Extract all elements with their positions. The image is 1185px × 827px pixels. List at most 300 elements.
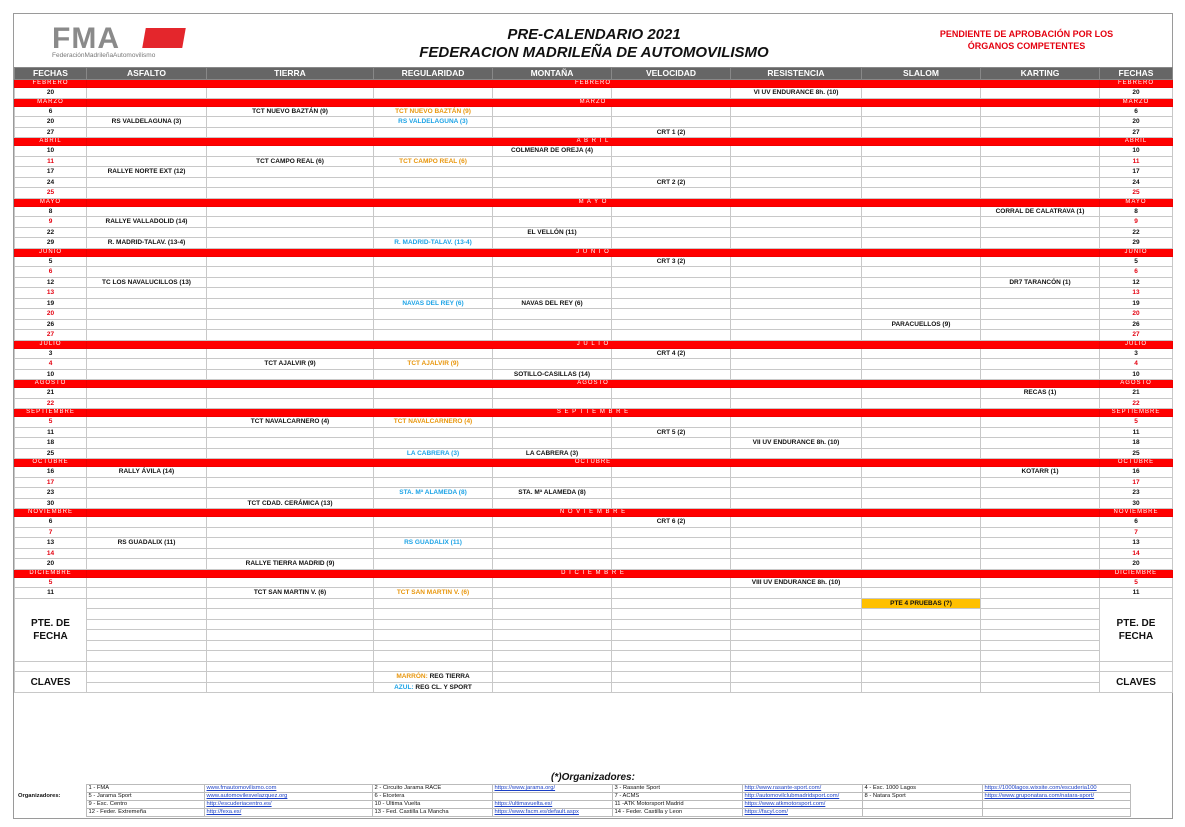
month-row [15,509,1173,517]
event-montana [493,277,612,288]
event-karting [981,156,1100,167]
date-right: 6 [1100,517,1173,528]
organizer-link[interactable]: www.automovilesvelazquez.org [204,793,372,801]
event-montana [493,417,612,428]
page-title [374,26,814,62]
date-left: 13 [15,538,87,549]
event-asfalto: TC LOS NAVALUCILLOS (13) [87,277,207,288]
month-label-right: FEBRERO [1100,80,1173,88]
month-label-right: MAYO [1100,198,1173,206]
event-velocidad [612,369,731,380]
event-montana [493,517,612,528]
event-karting [981,106,1100,117]
flag-icon [142,28,186,48]
date-row [15,398,1173,409]
event-slalom [862,438,981,449]
event-montana [493,217,612,228]
clave-marron [374,672,493,683]
date-right: 19 [1100,298,1173,309]
event-regularidad [374,167,493,178]
event-velocidad [612,206,731,217]
event-asfalto [87,156,207,167]
event-resistencia [731,448,862,459]
month-row [15,380,1173,388]
event-velocidad [612,267,731,278]
event-karting [981,369,1100,380]
event-montana [493,330,612,341]
event-montana [493,477,612,488]
date-right: 20 [1100,309,1173,320]
month-row [15,248,1173,256]
event-slalom [862,106,981,117]
date-right: 20 [1100,117,1173,128]
event-resistencia [731,477,862,488]
event-slalom [862,548,981,559]
event-tierra [207,438,374,449]
date-row [15,238,1173,249]
event-tierra [207,369,374,380]
event-velocidad [612,388,731,399]
date-right: 16 [1100,467,1173,478]
fma-logo [52,22,202,59]
event-regularidad [374,427,493,438]
event-asfalto [87,559,207,570]
event-montana [493,238,612,249]
event-resistencia [731,256,862,267]
date-left: 27 [15,330,87,341]
event-resistencia [731,217,862,228]
col-slalom: SLALOM [862,68,981,80]
event-asfalto [87,548,207,559]
event-resistencia [731,538,862,549]
event-slalom [862,330,981,341]
event-velocidad [612,188,731,199]
event-karting [981,498,1100,509]
event-tierra [207,267,374,278]
col-fechas-left: FECHAS [15,68,87,80]
organizer-name [862,801,982,809]
event-tierra: TCT AJALVIR (9) [207,359,374,370]
event-resistencia [731,188,862,199]
event-karting [981,309,1100,320]
event-asfalto [87,388,207,399]
date-row [15,369,1173,380]
event-tierra [207,398,374,409]
organizer-link[interactable]: https://facyl.com/ [742,809,862,817]
organizer-row [16,809,1130,817]
month-banner: A B R I L [87,138,1100,146]
event-regularidad [374,206,493,217]
date-right: 12 [1100,277,1173,288]
event-karting [981,427,1100,438]
organizer-link[interactable]: https://www.jarama.org/ [492,785,612,793]
date-left: 6 [15,517,87,528]
event-velocidad: CRT 3 (2) [612,256,731,267]
date-row [15,267,1173,278]
date-row [15,188,1173,199]
event-karting [981,330,1100,341]
month-banner: M A Y O [87,198,1100,206]
event-karting [981,527,1100,538]
claves-label-right: CLAVES [1100,672,1173,693]
event-resistencia [731,288,862,299]
col-montana: MONTAÑA [493,68,612,80]
month-label-left: MAYO [15,198,87,206]
event-slalom [862,388,981,399]
event-tierra [207,488,374,499]
date-row [15,388,1173,399]
event-karting [981,227,1100,238]
event-asfalto [87,127,207,138]
logo-text: FMA [52,22,120,55]
event-montana [493,577,612,588]
organizer-name: 12 - Feder. Extremeña [86,809,204,817]
event-asfalto [87,398,207,409]
month-row [15,98,1173,106]
event-tierra [207,146,374,157]
organizer-link [492,793,612,801]
date-left: 21 [15,388,87,399]
event-regularidad [374,288,493,299]
event-tierra [207,127,374,138]
event-asfalto [87,369,207,380]
date-row [15,438,1173,449]
event-velocidad [612,538,731,549]
date-right: 23 [1100,488,1173,499]
claves-row [15,672,1173,683]
event-slalom [862,167,981,178]
event-slalom [862,588,981,599]
month-label-left: JULIO [15,340,87,348]
event-velocidad: CRT 5 (2) [612,427,731,438]
event-tierra [207,309,374,320]
date-left: 11 [15,427,87,438]
event-regularidad: NAVAS DEL REY (6) [374,298,493,309]
event-velocidad [612,488,731,499]
date-right: 26 [1100,319,1173,330]
date-left: 10 [15,146,87,157]
month-label-left: NOVIEMBRE [15,509,87,517]
event-asfalto: RALLYE VALLADOLID (14) [87,217,207,228]
event-slalom [862,206,981,217]
event-tierra [207,517,374,528]
date-left: 14 [15,548,87,559]
organizer-link[interactable]: http://escuderiacentro.es/ [204,801,372,809]
event-karting [981,548,1100,559]
event-velocidad: CRT 4 (2) [612,348,731,359]
event-montana: LA CABRERA (3) [493,448,612,459]
date-left: 18 [15,438,87,449]
event-resistencia [731,177,862,188]
month-banner: OCTUBRE [87,459,1100,467]
event-regularidad: RS GUADALIX (11) [374,538,493,549]
organizer-name: 6 - Etcetera [372,793,492,801]
month-label-right: ABRIL [1100,138,1173,146]
event-tierra [207,527,374,538]
event-asfalto [87,298,207,309]
event-tierra: TCT NAVALCARNERO (4) [207,417,374,428]
date-right: 18 [1100,438,1173,449]
event-velocidad [612,146,731,157]
month-banner: AGOSTO [87,380,1100,388]
organizer-name: 13 - Fed. Castilla La Mancha [372,809,492,817]
organizer-name: 8 - Natara Sport [862,793,982,801]
event-velocidad [612,217,731,228]
event-asfalto [87,417,207,428]
date-left: 30 [15,498,87,509]
event-tierra [207,188,374,199]
event-asfalto: R. MADRID-TALAV. (13-4) [87,238,207,249]
event-asfalto: RS GUADALIX (11) [87,538,207,549]
event-tierra [207,388,374,399]
date-left: 4 [15,359,87,370]
event-asfalto [87,477,207,488]
event-tierra [207,277,374,288]
pte-label-text-right: PTE. DE FECHA [1116,617,1156,642]
header [14,14,1172,66]
date-left: 3 [15,348,87,359]
event-velocidad: CRT 6 (2) [612,517,731,528]
organizers-table [16,784,1131,817]
event-regularidad [374,127,493,138]
clave-azul-value: REG CL. Y SPORT [415,683,472,691]
event-slalom [862,127,981,138]
event-montana [493,206,612,217]
organizer-row [16,785,1130,793]
event-tierra [207,238,374,249]
event-regularidad: R. MADRID-TALAV. (13-4) [374,238,493,249]
event-karting: DR7 TARANCÓN (1) [981,277,1100,288]
event-montana: NAVAS DEL REY (6) [493,298,612,309]
event-karting [981,146,1100,157]
month-label-right: JUNIO [1100,248,1173,256]
event-slalom [862,267,981,278]
organizer-name: 11 -ATK Motorsport Madrid [612,801,742,809]
date-left: 17 [15,167,87,178]
month-banner: S E P T I E M B R E [87,409,1100,417]
date-right: 5 [1100,577,1173,588]
event-velocidad [612,277,731,288]
event-resistencia [731,359,862,370]
date-right: 3 [1100,348,1173,359]
event-asfalto [87,206,207,217]
event-tierra [207,448,374,459]
event-regularidad [374,548,493,559]
date-right: 25 [1100,448,1173,459]
event-slalom [862,467,981,478]
month-label-right: MARZO [1100,98,1173,106]
event-karting [981,288,1100,299]
event-velocidad [612,527,731,538]
event-tierra [207,348,374,359]
event-montana: COLMENAR DE OREJA (4) [493,146,612,157]
pending-notice: PENDIENTE DE APROBACIÓN POR LOS ÓRGANOS COMPETENTES [939,29,1114,51]
event-montana [493,548,612,559]
month-label-left: SEPTIEMBRE [15,409,87,417]
event-resistencia [731,156,862,167]
organizer-link[interactable]: www.fmautomovilismo.com [204,785,372,793]
event-regularidad [374,267,493,278]
organizer-name: 14 - Feder. Castilla y Leon [612,809,742,817]
event-karting [981,477,1100,488]
pte-label-right [1100,598,1173,661]
claves-label-left: CLAVES [15,672,87,693]
event-slalom [862,559,981,570]
date-right: 30 [1100,498,1173,509]
event-tierra [207,538,374,549]
date-right: 29 [1100,238,1173,249]
title-line-2: FEDERACION MADRILEÑA DE AUTOMOVILISMO [419,44,769,61]
event-regularidad [374,398,493,409]
event-velocidad [612,330,731,341]
date-left: 17 [15,477,87,488]
month-label-left: JUNIO [15,248,87,256]
month-row [15,198,1173,206]
pte-slalom-cell: PTE 4 PRUEBAS (?) [862,598,981,609]
date-row [15,156,1173,167]
event-resistencia [731,319,862,330]
event-velocidad [612,88,731,99]
event-velocidad [612,467,731,478]
date-right: 13 [1100,288,1173,299]
organizer-link[interactable]: http://www.rasante-sport.com/ [742,785,862,793]
date-right: 27 [1100,330,1173,341]
date-row [15,167,1173,178]
event-slalom [862,177,981,188]
event-montana [493,527,612,538]
date-right: 11 [1100,156,1173,167]
date-right: 11 [1100,427,1173,438]
event-slalom [862,577,981,588]
organizers-label-cell [16,801,86,809]
month-banner: MARZO [87,98,1100,106]
event-karting [981,188,1100,199]
event-tierra [207,319,374,330]
event-slalom [862,417,981,428]
event-velocidad [612,448,731,459]
event-regularidad [374,348,493,359]
date-left: 25 [15,448,87,459]
event-tierra [207,298,374,309]
title-line-1: PRE-CALENDARIO 2021 [507,26,681,43]
event-asfalto [87,309,207,320]
date-right: 9 [1100,217,1173,228]
event-karting [981,88,1100,99]
event-regularidad: TCT SAN MARTIN V. (6) [374,588,493,599]
event-asfalto [87,319,207,330]
organizer-link[interactable]: https://ultimavuelta.es/ [492,801,612,809]
event-karting [981,538,1100,549]
organizer-name [862,809,982,817]
event-montana [493,88,612,99]
event-velocidad [612,548,731,559]
date-row [15,448,1173,459]
event-asfalto [87,517,207,528]
event-montana [493,156,612,167]
event-regularidad [374,227,493,238]
date-right: 8 [1100,206,1173,217]
date-right: 20 [1100,88,1173,99]
date-left: 5 [15,577,87,588]
month-row [15,138,1173,146]
event-velocidad [612,309,731,320]
date-right: 27 [1100,127,1173,138]
date-right: 22 [1100,398,1173,409]
event-montana [493,288,612,299]
event-tierra: TCT SAN MARTIN V. (6) [207,588,374,599]
month-label-right: JULIO [1100,340,1173,348]
organizer-name: 5 - Jarama Sport [86,793,204,801]
event-karting [981,438,1100,449]
organizer-link[interactable]: https://1000lagos.wixsite.com/escuderia100 [982,785,1130,793]
event-slalom: PARACUELLOS (9) [862,319,981,330]
clave-marron-value: REG TIERRA [429,673,470,681]
event-asfalto [87,188,207,199]
event-tierra [207,88,374,99]
event-karting [981,167,1100,178]
event-tierra [207,548,374,559]
event-montana [493,117,612,128]
event-asfalto [87,256,207,267]
pte-label-text-left: PTE. DE FECHA [31,617,70,642]
organizer-link[interactable]: https://www.atkmotorsport.com/ [742,801,862,809]
event-montana [493,106,612,117]
event-velocidad [612,477,731,488]
date-left: 5 [15,417,87,428]
event-karting [981,127,1100,138]
organizer-name: 9 - Esc. Centro [86,801,204,809]
organizer-name: 7 - ACMS [612,793,742,801]
event-asfalto [87,438,207,449]
event-montana [493,359,612,370]
date-left: 29 [15,238,87,249]
date-right: 25 [1100,188,1173,199]
event-regularidad: STA. Mª ALAMEDA (8) [374,488,493,499]
date-row [15,127,1173,138]
organizer-link[interactable]: https://www.gruponatara.com/natara-sport/ [982,793,1130,801]
date-row [15,256,1173,267]
event-velocidad [612,106,731,117]
event-regularidad [374,277,493,288]
event-tierra [207,217,374,228]
event-slalom [862,288,981,299]
event-regularidad [374,330,493,341]
event-resistencia [731,348,862,359]
event-resistencia [731,127,862,138]
date-right: 20 [1100,559,1173,570]
event-resistencia [731,559,862,570]
month-label-left: ABRIL [15,138,87,146]
event-regularidad [374,467,493,478]
event-asfalto [87,527,207,538]
pte-label-left [15,598,87,661]
date-row [15,277,1173,288]
organizer-link[interactable]: https://www.facm.es/default.aspx [492,809,612,817]
organizer-link[interactable]: http://fexa.es/ [204,809,372,817]
organizer-link[interactable]: http://automovilclubmadridsport.com/ [742,793,862,801]
event-velocidad [612,319,731,330]
organizer-name: 4 - Esc. 1000 Lagos [862,785,982,793]
col-regularidad: REGULARIDAD [374,68,493,80]
event-asfalto: RALLY ÁVILA (14) [87,467,207,478]
date-row [15,348,1173,359]
month-banner: N O V I E M B R E [87,509,1100,517]
month-row [15,459,1173,467]
event-regularidad: TCT AJALVIR (9) [374,359,493,370]
col-velocidad: VELOCIDAD [612,68,731,80]
event-montana: SOTILLO-CASILLAS (14) [493,369,612,380]
event-resistencia [731,467,862,478]
